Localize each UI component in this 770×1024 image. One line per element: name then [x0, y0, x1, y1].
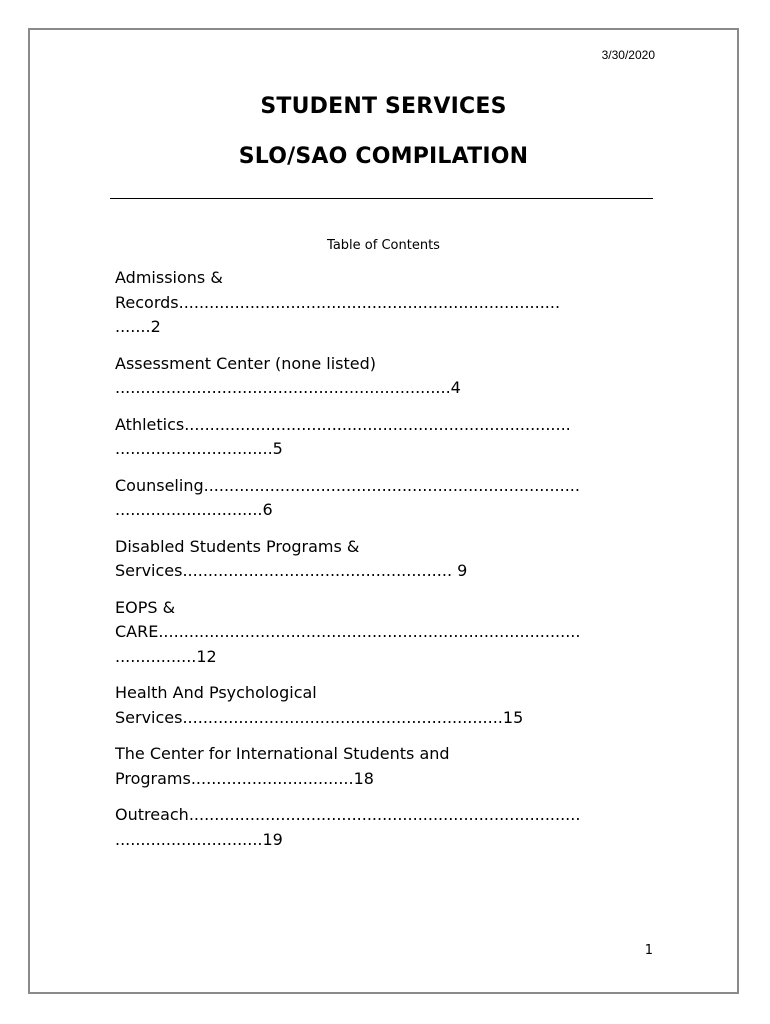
toc-entry-line: EOPS &: [115, 597, 176, 617]
toc-entry-line: The Center for International Students and: [115, 744, 450, 763]
toc-entry-line: Services...............................................................15: [115, 707, 524, 727]
toc-entry-line: Outreach.............................................................................: [115, 805, 581, 824]
toc-entry-line: .............................6: [115, 500, 273, 519]
toc-entry-line: CARE...................................................................................: [115, 622, 581, 641]
toc-entry-outreach[interactable]: [115, 803, 675, 852]
toc-heading: Table of Contents: [327, 238, 440, 253]
toc-entry-line: Services..................................................... 9: [115, 561, 468, 580]
toc-entry-line: Programs................................18: [115, 768, 374, 788]
toc-entry-line: ...............................5: [115, 439, 283, 458]
document-title-line-1: STUDENT SERVICES: [260, 94, 507, 119]
toc-entry-line: Health And Psychological: [115, 683, 317, 702]
toc-entry-line: Assessment Center (none listed): [115, 353, 376, 373]
document-date: 3/30/2020: [601, 48, 655, 62]
toc-entry-line: ................12: [115, 646, 217, 666]
document-page: [28, 28, 739, 994]
toc-entry-line: .......2: [115, 317, 161, 336]
toc-entry-health-psychological-services[interactable]: [115, 681, 675, 730]
toc-entry-international-students[interactable]: [115, 742, 675, 791]
toc-entry-line: .............................19: [115, 829, 283, 849]
toc-entry-line: Athletics............................................................................: [115, 414, 571, 434]
toc-entry-line: Admissions &: [115, 268, 223, 287]
toc-entry-counseling[interactable]: [115, 474, 675, 523]
toc-entry-line: ..................................................................4: [115, 378, 461, 397]
toc-entry-athletics[interactable]: [115, 413, 675, 462]
document-title-line-2: SLO/SAO COMPILATION: [238, 144, 529, 169]
title-divider: [110, 198, 653, 199]
toc-entry-eops-care[interactable]: [115, 596, 675, 670]
toc-entry-admissions-records[interactable]: [115, 266, 675, 340]
toc-entry-disabled-students-programs[interactable]: [115, 535, 675, 584]
page-number: 1: [644, 943, 653, 958]
toc-entry-line: Disabled Students Programs &: [115, 536, 360, 556]
toc-entry-assessment-center[interactable]: [115, 352, 675, 401]
toc-entry-line: Records...........................................................................: [115, 292, 561, 312]
toc-entry-line: Counseling..........................................................................: [115, 475, 580, 495]
table-of-contents: [115, 266, 675, 864]
